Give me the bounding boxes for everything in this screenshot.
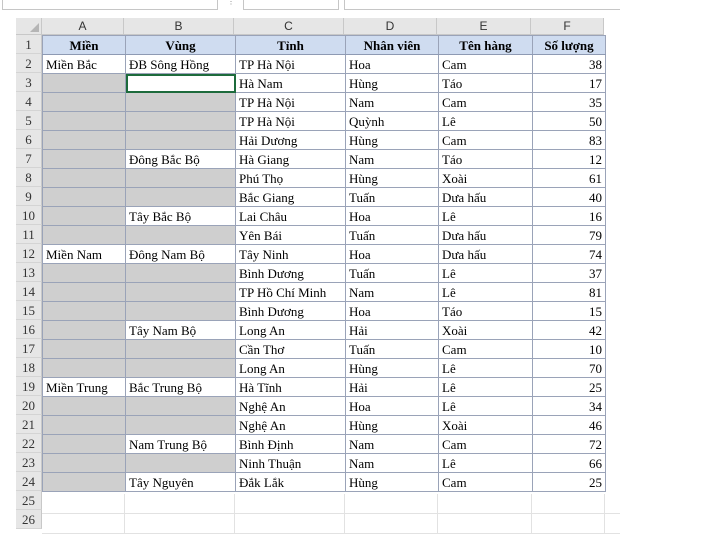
- row-header[interactable]: 3: [16, 73, 42, 92]
- cell[interactable]: Bắc Giang: [236, 188, 346, 207]
- cell[interactable]: Hùng: [346, 473, 439, 492]
- cell[interactable]: 25: [533, 473, 606, 492]
- cell[interactable]: [126, 397, 236, 416]
- cell[interactable]: [43, 473, 126, 492]
- cell[interactable]: ĐB Sông Hồng: [126, 55, 236, 74]
- cell[interactable]: Táo: [439, 150, 533, 169]
- cell[interactable]: 15: [533, 302, 606, 321]
- cell[interactable]: Nam Trung Bộ: [126, 435, 236, 454]
- cell[interactable]: [43, 226, 126, 245]
- cell[interactable]: [43, 359, 126, 378]
- cell[interactable]: Tây Bắc Bộ: [126, 207, 236, 226]
- row-header[interactable]: 16: [16, 320, 42, 339]
- cell[interactable]: [43, 321, 126, 340]
- table-row: [43, 188, 606, 207]
- row-header[interactable]: 23: [16, 453, 42, 472]
- cell[interactable]: [43, 112, 126, 131]
- gridline: [531, 494, 532, 534]
- table-row: [43, 454, 606, 473]
- cell[interactable]: [126, 416, 236, 435]
- row-header[interactable]: 17: [16, 339, 42, 358]
- row-header[interactable]: 4: [16, 92, 42, 111]
- row-header[interactable]: 8: [16, 168, 42, 187]
- cell[interactable]: 10: [533, 340, 606, 359]
- cell[interactable]: Hoa: [346, 302, 439, 321]
- cell[interactable]: [126, 340, 236, 359]
- cell[interactable]: [126, 359, 236, 378]
- cell[interactable]: [126, 283, 236, 302]
- header-cell[interactable]: Tên hàng: [439, 36, 533, 55]
- cell[interactable]: [126, 302, 236, 321]
- column-header-e[interactable]: E: [437, 18, 531, 35]
- cell[interactable]: [43, 150, 126, 169]
- column-header-c[interactable]: C: [234, 18, 344, 35]
- cell[interactable]: Hoa: [346, 397, 439, 416]
- row-header[interactable]: 9: [16, 187, 42, 206]
- cell[interactable]: Đông Nam Bộ: [126, 245, 236, 264]
- cell[interactable]: Hoa: [346, 55, 439, 74]
- table-row: [43, 112, 606, 131]
- cell[interactable]: [43, 207, 126, 226]
- cell[interactable]: Bình Dương: [236, 264, 346, 283]
- gridline: [124, 494, 125, 534]
- cell[interactable]: Hoa: [346, 207, 439, 226]
- cell[interactable]: Hà Tĩnh: [236, 378, 346, 397]
- formula-controls[interactable]: [243, 0, 339, 10]
- header-row: [43, 36, 606, 55]
- table-row: [43, 397, 606, 416]
- table-row: [43, 169, 606, 188]
- name-box[interactable]: [2, 0, 218, 10]
- cell[interactable]: [126, 454, 236, 473]
- row-header[interactable]: 20: [16, 396, 42, 415]
- cell[interactable]: Nam: [346, 150, 439, 169]
- cell[interactable]: Xoài: [439, 416, 533, 435]
- cell[interactable]: [126, 188, 236, 207]
- gridline: [42, 513, 620, 514]
- cell[interactable]: Bình Định: [236, 435, 346, 454]
- select-all-triangle-icon: [30, 23, 39, 32]
- cell[interactable]: Lê: [439, 207, 533, 226]
- cell[interactable]: 66: [533, 454, 606, 473]
- gridline: [344, 494, 345, 534]
- cell[interactable]: Hải: [346, 378, 439, 397]
- row-header[interactable]: 18: [16, 358, 42, 377]
- row-header[interactable]: 22: [16, 434, 42, 453]
- cell[interactable]: Nam: [346, 93, 439, 112]
- cell[interactable]: Dưa hấu: [439, 226, 533, 245]
- cell[interactable]: 35: [533, 93, 606, 112]
- cell[interactable]: Lê: [439, 264, 533, 283]
- cell[interactable]: Dưa hấu: [439, 188, 533, 207]
- cell[interactable]: Hùng: [346, 416, 439, 435]
- cell[interactable]: 16: [533, 207, 606, 226]
- header-cell[interactable]: Miền: [43, 36, 126, 55]
- sheet-right-edge: [620, 0, 714, 534]
- cell[interactable]: Phú Thọ: [236, 169, 346, 188]
- row-header[interactable]: 14: [16, 282, 42, 301]
- cell[interactable]: Lê: [439, 397, 533, 416]
- table-row: [43, 74, 606, 93]
- cell[interactable]: [43, 435, 126, 454]
- column-header-f[interactable]: F: [531, 18, 604, 35]
- cell[interactable]: Hải Dương: [236, 131, 346, 150]
- cell[interactable]: Nghệ An: [236, 416, 346, 435]
- gridline: [234, 494, 235, 534]
- cell[interactable]: 46: [533, 416, 606, 435]
- table-row: [43, 55, 606, 74]
- row-header[interactable]: 15: [16, 301, 42, 320]
- table-row: [43, 264, 606, 283]
- cell[interactable]: Lê: [439, 283, 533, 302]
- cell[interactable]: [43, 454, 126, 473]
- cell[interactable]: [43, 169, 126, 188]
- cell[interactable]: 72: [533, 435, 606, 454]
- table-row: [43, 473, 606, 492]
- cell[interactable]: 12: [533, 150, 606, 169]
- cell[interactable]: Cần Thơ: [236, 340, 346, 359]
- data-table: [42, 35, 606, 492]
- cell[interactable]: Nghệ An: [236, 397, 346, 416]
- cell[interactable]: Hà Nam: [236, 74, 346, 93]
- header-cell[interactable]: Tỉnh: [236, 36, 346, 55]
- cell[interactable]: Tây Ninh: [236, 245, 346, 264]
- cell[interactable]: [126, 169, 236, 188]
- cell[interactable]: Hùng: [346, 131, 439, 150]
- table-row: [43, 245, 606, 264]
- row-header[interactable]: 11: [16, 225, 42, 244]
- cell[interactable]: [43, 93, 126, 112]
- row-header[interactable]: 25: [16, 491, 42, 510]
- header-cell[interactable]: Nhân viên: [346, 36, 439, 55]
- gridline: [604, 494, 605, 534]
- cell[interactable]: [126, 264, 236, 283]
- cell[interactable]: Bắc Trung Bộ: [126, 378, 236, 397]
- gridline: [437, 494, 438, 534]
- cell[interactable]: 74: [533, 245, 606, 264]
- empty-rows-area[interactable]: [42, 494, 620, 534]
- table-row: [43, 131, 606, 150]
- cell[interactable]: Hùng: [346, 169, 439, 188]
- row-header[interactable]: 26: [16, 510, 42, 529]
- table-row: [43, 416, 606, 435]
- cell[interactable]: Hoa: [346, 245, 439, 264]
- cell[interactable]: Táo: [439, 74, 533, 93]
- separator-dots-icon: ⋮: [227, 0, 235, 6]
- table-row: [43, 340, 606, 359]
- cell[interactable]: Táo: [439, 302, 533, 321]
- row-header[interactable]: 19: [16, 377, 42, 396]
- row-header[interactable]: 1: [16, 35, 42, 54]
- cell[interactable]: 38: [533, 55, 606, 74]
- cell[interactable]: Tuấn: [346, 226, 439, 245]
- row-header[interactable]: 10: [16, 206, 42, 225]
- formula-bar-area: [0, 0, 714, 14]
- cell[interactable]: 81: [533, 283, 606, 302]
- cell[interactable]: [126, 74, 236, 93]
- cell[interactable]: Ninh Thuận: [236, 454, 346, 473]
- cell[interactable]: [126, 131, 236, 150]
- cell[interactable]: [43, 264, 126, 283]
- row-header[interactable]: 12: [16, 244, 42, 263]
- cell[interactable]: Tây Nguyên: [126, 473, 236, 492]
- cell[interactable]: Dưa hấu: [439, 245, 533, 264]
- cell[interactable]: [43, 74, 126, 93]
- cell[interactable]: TP Hà Nội: [236, 55, 346, 74]
- cell[interactable]: [126, 112, 236, 131]
- cell[interactable]: 37: [533, 264, 606, 283]
- cell[interactable]: [43, 416, 126, 435]
- cell[interactable]: 25: [533, 378, 606, 397]
- header-cell[interactable]: Vùng: [126, 36, 236, 55]
- row-header[interactable]: 13: [16, 263, 42, 282]
- cell[interactable]: Cam: [439, 55, 533, 74]
- cell[interactable]: Cam: [439, 131, 533, 150]
- cell[interactable]: Bình Dương: [236, 302, 346, 321]
- select-all-corner[interactable]: [16, 18, 42, 35]
- cell[interactable]: Đông Bắc Bộ: [126, 150, 236, 169]
- cell[interactable]: Hùng: [346, 359, 439, 378]
- cell[interactable]: Quỳnh: [346, 112, 439, 131]
- table-row: [43, 207, 606, 226]
- row-header[interactable]: 7: [16, 149, 42, 168]
- cell[interactable]: Xoài: [439, 169, 533, 188]
- column-header-b[interactable]: B: [124, 18, 234, 35]
- column-header-a[interactable]: A: [42, 18, 124, 35]
- cell[interactable]: Hà Giang: [236, 150, 346, 169]
- table-row: [43, 321, 606, 340]
- table-row: [43, 359, 606, 378]
- cell[interactable]: Cam: [439, 435, 533, 454]
- cell[interactable]: Lê: [439, 378, 533, 397]
- cell[interactable]: 70: [533, 359, 606, 378]
- table-row: [43, 283, 606, 302]
- cell[interactable]: Lai Châu: [236, 207, 346, 226]
- cell[interactable]: Nam: [346, 435, 439, 454]
- cell[interactable]: 50: [533, 112, 606, 131]
- cell[interactable]: Miền Trung: [43, 378, 126, 397]
- header-cell[interactable]: Số lượng: [533, 36, 606, 55]
- cell[interactable]: Xoài: [439, 321, 533, 340]
- cell[interactable]: [126, 93, 236, 112]
- cell[interactable]: Tuấn: [346, 264, 439, 283]
- cell[interactable]: TP Hồ Chí Minh: [236, 283, 346, 302]
- cell[interactable]: Tuấn: [346, 188, 439, 207]
- cell[interactable]: Lê: [439, 454, 533, 473]
- cell[interactable]: [43, 397, 126, 416]
- cell[interactable]: Cam: [439, 473, 533, 492]
- cell[interactable]: Miền Nam: [43, 245, 126, 264]
- cell[interactable]: Lê: [439, 359, 533, 378]
- cell[interactable]: 17: [533, 74, 606, 93]
- cell[interactable]: Hùng: [346, 74, 439, 93]
- cell[interactable]: TP Hà Nội: [236, 112, 346, 131]
- cell[interactable]: [43, 131, 126, 150]
- row-header[interactable]: 6: [16, 130, 42, 149]
- row-header[interactable]: 5: [16, 111, 42, 130]
- cell[interactable]: Miền Bắc: [43, 55, 126, 74]
- cell[interactable]: [43, 340, 126, 359]
- table-row: [43, 435, 606, 454]
- cell[interactable]: [43, 283, 126, 302]
- cell[interactable]: Long An: [236, 321, 346, 340]
- row-header[interactable]: 24: [16, 472, 42, 491]
- cell[interactable]: Long An: [236, 359, 346, 378]
- worksheet-grid: [42, 35, 606, 492]
- cell[interactable]: 61: [533, 169, 606, 188]
- cell[interactable]: 40: [533, 188, 606, 207]
- cell[interactable]: Nam: [346, 454, 439, 473]
- table-row: [43, 93, 606, 112]
- cell[interactable]: [126, 226, 236, 245]
- cell[interactable]: 83: [533, 131, 606, 150]
- column-header-d[interactable]: D: [344, 18, 437, 35]
- cell[interactable]: Cam: [439, 340, 533, 359]
- cell[interactable]: TP Hà Nội: [236, 93, 346, 112]
- cell[interactable]: [43, 188, 126, 207]
- cell[interactable]: 42: [533, 321, 606, 340]
- cell[interactable]: Tuấn: [346, 340, 439, 359]
- row-header[interactable]: 21: [16, 415, 42, 434]
- table-row: [43, 226, 606, 245]
- cell[interactable]: Yên Bái: [236, 226, 346, 245]
- cell[interactable]: [43, 302, 126, 321]
- cell[interactable]: Hải: [346, 321, 439, 340]
- cell[interactable]: Nam: [346, 283, 439, 302]
- table-row: [43, 302, 606, 321]
- cell[interactable]: 79: [533, 226, 606, 245]
- cell[interactable]: 34: [533, 397, 606, 416]
- cell[interactable]: Lê: [439, 112, 533, 131]
- cell[interactable]: Đắk Lắk: [236, 473, 346, 492]
- row-header[interactable]: 2: [16, 54, 42, 73]
- cell[interactable]: Cam: [439, 93, 533, 112]
- table-row: [43, 378, 606, 397]
- cell[interactable]: Tây Nam Bộ: [126, 321, 236, 340]
- table-row: [43, 150, 606, 169]
